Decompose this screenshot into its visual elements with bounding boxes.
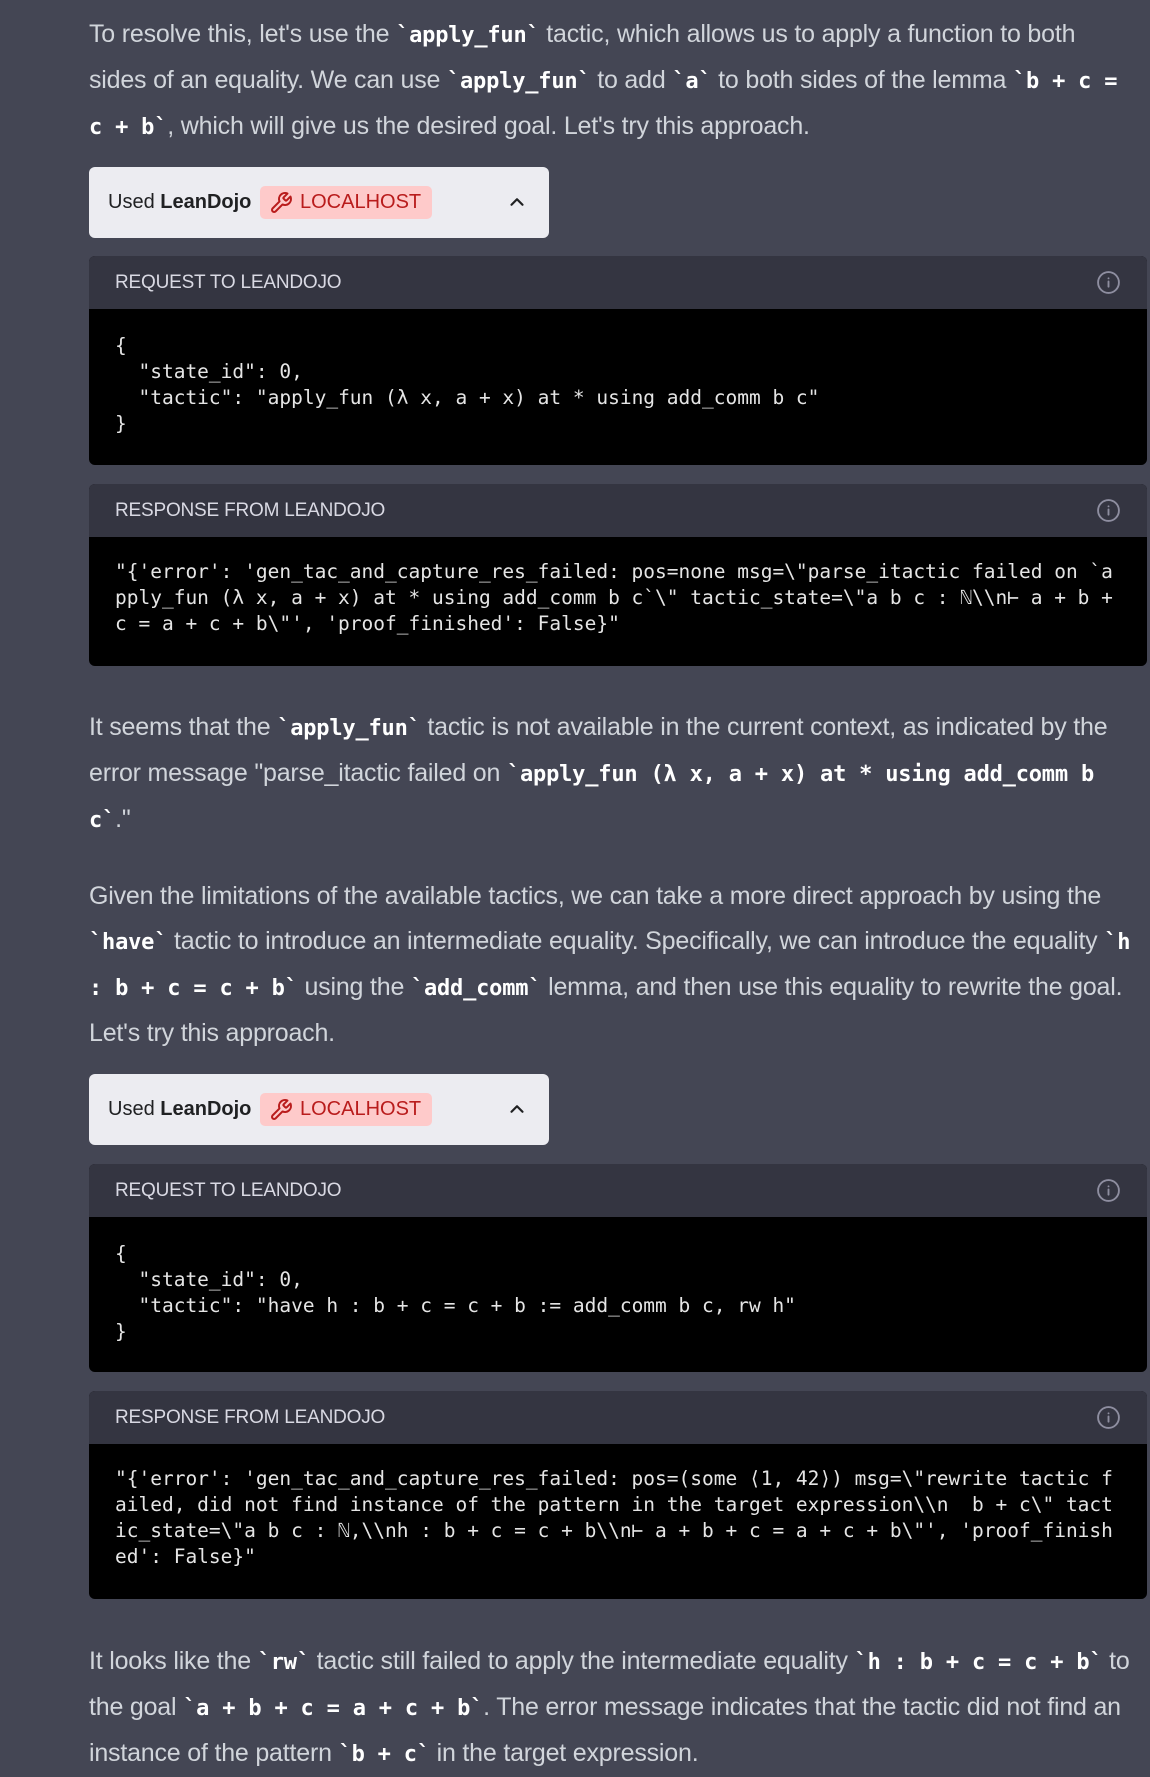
info-icon[interactable] bbox=[1096, 1405, 1121, 1430]
request-title: REQUEST TO LEANDOJO bbox=[115, 1180, 342, 1201]
paragraph-text: to the goal bbox=[89, 1647, 1130, 1721]
localhost-badge bbox=[260, 186, 432, 219]
plugin-usage-label: Used LeanDojo bbox=[108, 191, 252, 213]
chevron-up-icon[interactable] bbox=[506, 191, 528, 213]
plugin-name: LeanDojo bbox=[160, 191, 252, 213]
plugin-usage-toggle[interactable] bbox=[89, 167, 549, 238]
info-icon[interactable] bbox=[1096, 498, 1121, 523]
paragraph-text: to add bbox=[590, 66, 673, 94]
inline-code: `a` bbox=[672, 69, 712, 94]
response-title: RESPONSE FROM LEANDOJO bbox=[115, 500, 386, 521]
response-panel-2 bbox=[89, 1391, 1147, 1599]
plugin-name: LeanDojo bbox=[160, 1098, 252, 1120]
paragraph-text: to both sides of the lemma bbox=[711, 66, 1013, 94]
request-panel-header bbox=[89, 256, 1147, 309]
request-panel-1 bbox=[89, 256, 1147, 465]
inline-code: `b + c` bbox=[338, 1742, 430, 1767]
paragraph-text: . The error message indicates that the tactic did not find an instance of the pattern bbox=[89, 1693, 1121, 1767]
paragraph-text: It seems that the bbox=[89, 713, 278, 741]
paragraph-text: tactic is not available in the current context, as indicated by the error message "parse_itactic failed on bbox=[89, 713, 1108, 787]
response-panel-header bbox=[89, 484, 1147, 537]
assistant-paragraph-1 bbox=[89, 12, 1134, 150]
plugin-usage-toggle[interactable] bbox=[89, 1074, 549, 1145]
inline-code: `a + b + c = a + c + b` bbox=[183, 1696, 484, 1721]
response-title: RESPONSE FROM LEANDOJO bbox=[115, 1407, 386, 1428]
inline-code: `have` bbox=[89, 930, 168, 955]
paragraph-text: in the target expression. bbox=[429, 1739, 699, 1767]
plugin-usage-label: Used LeanDojo bbox=[108, 1098, 252, 1120]
paragraph-text: Given the limitations of the available tactics, we can take a more direct approach by using the bbox=[89, 882, 1102, 910]
paragraph-text: It looks like the bbox=[89, 1647, 258, 1675]
inline-code: `apply_fun (λ x, a + x) at * using add_comm b c` bbox=[89, 762, 1094, 833]
localhost-badge-label: LOCALHOST bbox=[300, 1098, 422, 1120]
paragraph-text: lemma, and then use this equality to rewrite the goal. Let's try this approach. bbox=[89, 973, 1123, 1047]
request-body: { "state_id": 0, "tactic": "apply_fun (λ x, a + x) at * using add_comm b c" } bbox=[115, 334, 820, 435]
paragraph-text: tactic, which allows us to apply a function to both sides of an equality. We can use bbox=[89, 20, 1076, 94]
request-body: { "state_id": 0, "tactic": "have h : b + c = c + b := add_comm b c, rw h" } bbox=[115, 1242, 796, 1343]
info-icon[interactable] bbox=[1096, 1178, 1121, 1203]
response-body: "{'error': 'gen_tac_and_capture_res_failed: pos=(some ⟨1, 42⟩) msg=\"rewrite tactic failed, did not find instance of the pattern in the target expression\\n b + c\" tactic_state=\"a b c : ℕ,\\nh : b + c = c + b\\n⊢ a + b + c = a + c + b\"', 'proof_finished': False}" bbox=[115, 1467, 1113, 1568]
chevron-up-icon[interactable] bbox=[506, 1098, 528, 1120]
inline-code: `h : b + c = c + b` bbox=[89, 930, 1131, 1001]
inline-code: `add_comm` bbox=[410, 976, 542, 1001]
request-title: REQUEST TO LEANDOJO bbox=[115, 272, 342, 293]
response-panel-1 bbox=[89, 484, 1147, 666]
inline-code: `apply_fun` bbox=[396, 23, 540, 48]
assistant-paragraph-3 bbox=[89, 874, 1134, 1056]
localhost-badge-label: LOCALHOST bbox=[300, 191, 422, 213]
response-body: "{'error': 'gen_tac_and_capture_res_failed: pos=none msg=\"parse_itactic failed on `apply_fun (λ x, a + x) at * using add_comm b c`\" tactic_state=\"a b c : ℕ\\n⊢ a + b + c = a + c + b\"', 'proof_finished': False}" bbox=[115, 560, 1125, 635]
paragraph-text: ." bbox=[115, 805, 131, 833]
paragraph-text: , which will give us the desired goal. Let's try this approach. bbox=[167, 112, 810, 140]
inline-code: `apply_fun` bbox=[277, 716, 421, 741]
response-panel-header bbox=[89, 1391, 1147, 1444]
paragraph-text: To resolve this, let's use the bbox=[89, 20, 397, 48]
inline-code: `rw` bbox=[257, 1650, 310, 1675]
inline-code: `apply_fun` bbox=[446, 69, 591, 94]
localhost-badge bbox=[260, 1093, 432, 1126]
wrench-icon bbox=[269, 191, 293, 215]
paragraph-text: tactic to introduce an intermediate equality. Specifically, we can introduce the equality bbox=[167, 927, 1105, 955]
inline-code: `h : b + c = c + b` bbox=[854, 1650, 1103, 1675]
request-panel-2 bbox=[89, 1164, 1147, 1372]
paragraph-text: using the bbox=[297, 973, 411, 1001]
wrench-icon bbox=[269, 1098, 293, 1122]
assistant-paragraph-4 bbox=[89, 1639, 1134, 1777]
paragraph-text: tactic still failed to apply the intermediate equality bbox=[309, 1647, 855, 1675]
inline-code: `b + c = c + b` bbox=[89, 69, 1118, 140]
assistant-paragraph-2 bbox=[89, 705, 1134, 843]
request-panel-header bbox=[89, 1164, 1147, 1217]
info-icon[interactable] bbox=[1096, 270, 1121, 295]
